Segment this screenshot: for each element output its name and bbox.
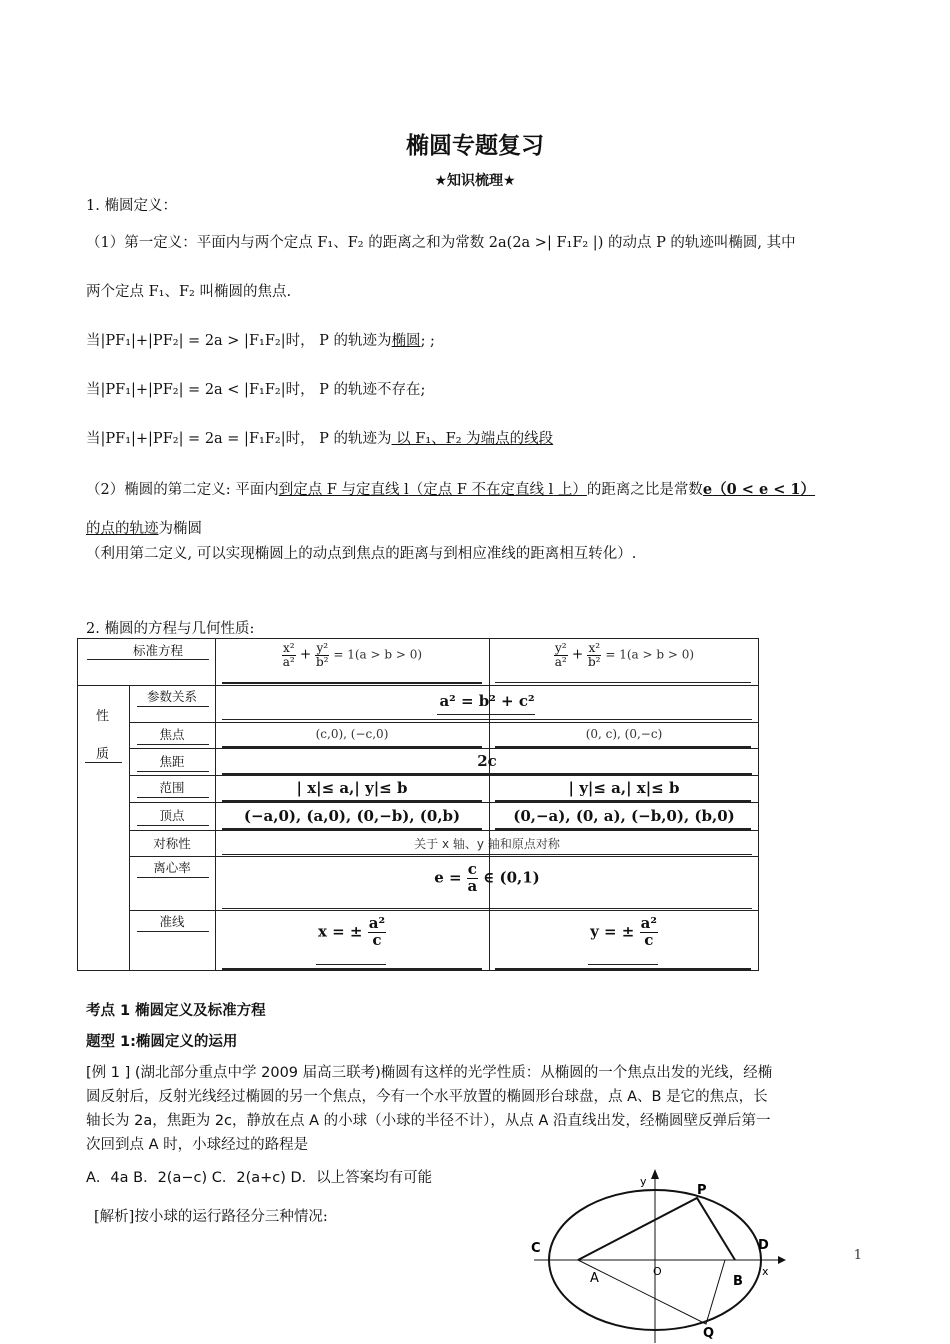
case-3-answer: 以 F₁、F₂ 为端点的线段 bbox=[391, 431, 554, 447]
exam-point-heading: 考点 1 椭圆定义及标准方程 bbox=[86, 1003, 266, 1019]
case-1: 当|PF₁|+|PF₂| = 2a > |F₁F₂|时， P 的轨迹为椭圆; ; bbox=[86, 333, 435, 349]
param-relation: a² = b² + c² bbox=[439, 692, 535, 710]
row-label-directrix: 准线 bbox=[159, 914, 185, 929]
label-b: B bbox=[733, 1274, 743, 1289]
range-horizontal: | x|≤ a,| y|≤ b bbox=[296, 779, 408, 797]
label-c: C bbox=[531, 1241, 541, 1256]
question-type-heading: 题型 1:椭圆定义的运用 bbox=[86, 1034, 238, 1050]
row-label-focus: 焦点 bbox=[159, 727, 185, 742]
ellipse-figure bbox=[520, 1165, 790, 1344]
header-label: 标准方程 bbox=[132, 643, 183, 658]
definition-2-line-2: 的点的轨迹为椭圆 bbox=[86, 521, 202, 537]
vertex-horizontal: (−a,0), (a,0), (0,−b), (0,b) bbox=[243, 807, 461, 825]
definition-1-line-a: （1）第一定义：平面内与两个定点 F₁、F₂ 的距离之和为常数 2a(2a >| F₁F₂ |) 的动点 P 的轨迹叫椭圆, 其中 bbox=[86, 235, 796, 251]
answer-options: A．4a B．2(a−c) C．2(a+c) D．以上答案均有可能 bbox=[86, 1170, 433, 1186]
equation-vertical: $\frac{\text{y²}}{\text{a²}}$ + $\frac{\text{x²}}{\text{b²}}$ = 1(a > b > 0) bbox=[554, 641, 695, 669]
focus-vertical: (0, c), (0,−c) bbox=[585, 727, 663, 741]
side-label-property-1: 性 bbox=[96, 709, 110, 724]
side-label-property-2: 质 bbox=[96, 747, 110, 762]
page-number: 1 bbox=[853, 1248, 862, 1263]
label-d: D bbox=[758, 1238, 769, 1253]
label-origin: O bbox=[653, 1265, 662, 1278]
section2-heading: 2. 椭圆的方程与几何性质: bbox=[86, 621, 255, 637]
eccentricity: e = $\frac{c}{a}$ ∈ (0,1) bbox=[434, 860, 540, 895]
row-label-range: 范围 bbox=[159, 780, 185, 795]
page-title: 椭圆专题复习 bbox=[406, 133, 544, 159]
example-line-4: 次回到点 A 时，小球经过的路程是 bbox=[86, 1137, 309, 1153]
focal-distance: 2c bbox=[477, 752, 497, 770]
label-y: y bbox=[640, 1175, 647, 1188]
label-x: x bbox=[762, 1265, 769, 1278]
case-2: 当|PF₁|+|PF₂| = 2a < |F₁F₂|时， P 的轨迹不存在; bbox=[86, 382, 426, 398]
case-1-answer: 椭圆 bbox=[391, 333, 421, 349]
section1-heading: 1. 椭圆定义： bbox=[86, 198, 177, 214]
example-line-2: 圆反射后，反射光线经过椭圆的另一个焦点，今有一个水平放置的椭圆形台球盘，点 A、B 是它的焦点，长 bbox=[86, 1089, 768, 1105]
section-subtitle: ★知识梳理★ bbox=[434, 173, 516, 189]
label-p: P bbox=[697, 1183, 707, 1198]
case-3: 当|PF₁|+|PF₂| = 2a = |F₁F₂|时， P 的轨迹为 以 F₁、F₂ 为端点的线段 bbox=[86, 431, 554, 447]
example-line-1: [例 1 ] (湖北部分重点中学 2009 届高三联考)椭圆有这样的光学性质：从椭圆的一个焦点出发的光线，经椭 bbox=[86, 1065, 773, 1081]
row-label-param: 参数关系 bbox=[146, 689, 197, 704]
row-label-focal-distance: 焦距 bbox=[159, 754, 185, 769]
vertex-vertical: (0,−a), (0, a), (−b,0), (b,0) bbox=[513, 807, 735, 825]
example-line-3: 轴长为 2a，焦距为 2c，静放在点 A 的小球（小球的半径不计），从点 A 沿直线出发，经椭圆壁反弹后第一 bbox=[86, 1113, 771, 1129]
definition-2-note: （利用第二定义, 可以实现椭圆上的动点到焦点的距离与到相应准线的距离相互转化）. bbox=[86, 546, 637, 562]
directrix-horizontal: x = ± $\frac{\text{a²}}{c}$ bbox=[317, 914, 386, 949]
definition-1-line-b: 两个定点 F₁、F₂ 叫椭圆的焦点. bbox=[86, 284, 292, 300]
row-label-eccentricity: 离心率 bbox=[153, 860, 191, 875]
path-lower bbox=[578, 1260, 725, 1324]
row-label-symmetry: 对称性 bbox=[153, 836, 191, 851]
range-vertical: | y|≤ a,| x|≤ b bbox=[568, 779, 680, 797]
label-q: Q bbox=[703, 1326, 715, 1341]
analysis-intro: [解析]按小球的运行路径分三种情况: bbox=[94, 1209, 328, 1225]
label-a: A bbox=[590, 1271, 599, 1286]
focus-horizontal: (c,0), (−c,0) bbox=[315, 727, 389, 741]
definition-2: （2）椭圆的第二定义: 平面内到定点 F 与定直线 l（定点 F 不在定直线 l 上）的距离之比是常数e（0 < e < 1） bbox=[86, 481, 816, 498]
directrix-vertical: y = ± $\frac{\text{a²}}{c}$ bbox=[590, 914, 657, 949]
symmetry: 关于 x 轴、y 轴和原点对称 bbox=[414, 837, 560, 851]
equation-horizontal: $\frac{\text{x²}}{\text{a²}}$ + $\frac{\text{y²}}{\text{b²}}$ = 1(a > b > 0) bbox=[282, 641, 423, 669]
path-upper bbox=[578, 1198, 735, 1260]
row-label-vertex: 顶点 bbox=[159, 808, 185, 823]
